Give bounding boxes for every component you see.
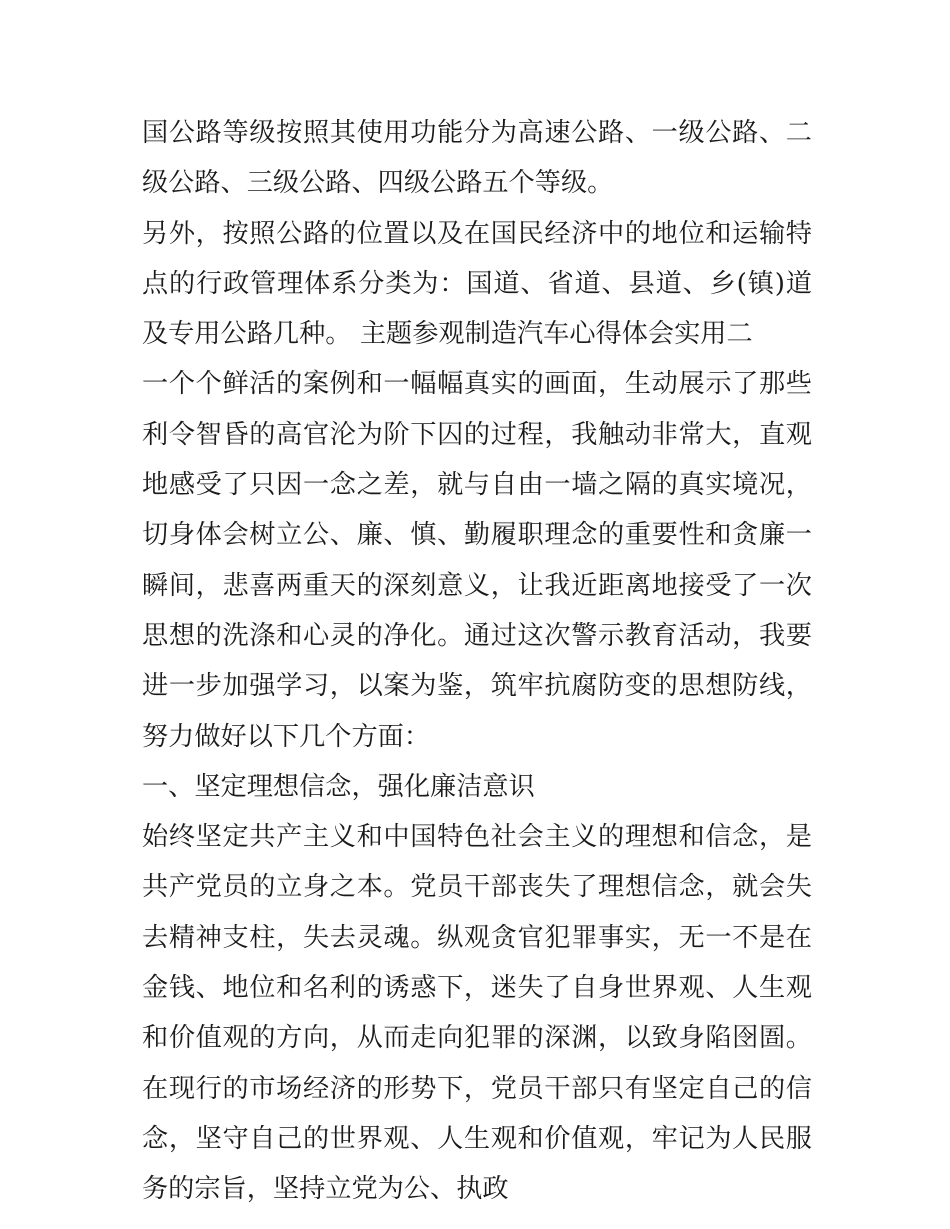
section-heading-ideals-beliefs: 一、坚定理想信念，强化廉洁意识	[142, 771, 535, 802]
paragraph-highway-grades: 国公路等级按照其使用功能分为高速公路、一级公路、二级公路、三级公路、四级公路五个等级。	[142, 118, 812, 199]
document-body	[142, 108, 812, 1215]
paragraph-ideals-beliefs: 始终坚定共产主义和中国特色社会主义的理想和信念，是共产党员的立身之本。党员干部丧失了理想信念，就会失去精神支柱，失去灵魂。纵观贪官犯罪事实，无一不是在金钱、地位和名利的诱惑下，迷失了自身世界观、人生观和价值观的方向，从而走向犯罪的深渊，以致身陷囹圄。在现行的市场经济的形势下，党员干部只有坚定自己的信念，坚守自己的世界观、人生观和价值观，牢记为人民服务的宗旨，坚持立党为公、执政	[142, 822, 812, 1205]
paragraph-administrative-classification: 另外，按照公路的位置以及在国民经济中的地位和运输特点的行政管理体系分类为：国道、省道、县道、乡(镇)道及专用公路几种。 主题参观制造汽车心得体会实用二	[142, 218, 812, 350]
paragraph-warning-education: 一个个鲜活的案例和一幅幅真实的画面，生动展示了那些利令智昏的高官沦为阶下囚的过程，我触动非常大，直观地感受了只因一念之差，就与自由一墙之隔的真实境况，切身体会树立公、廉、慎、勤履职理念的重要性和贪廉一瞬间，悲喜两重天的深刻意义，让我近距离地接受了一次思想的洗涤和心灵的净化。通过这次警示教育活动，我要进一步加强学习，以案为鉴，筑牢抗腐防变的思想防线，努力做好以下几个方面：	[142, 369, 812, 752]
